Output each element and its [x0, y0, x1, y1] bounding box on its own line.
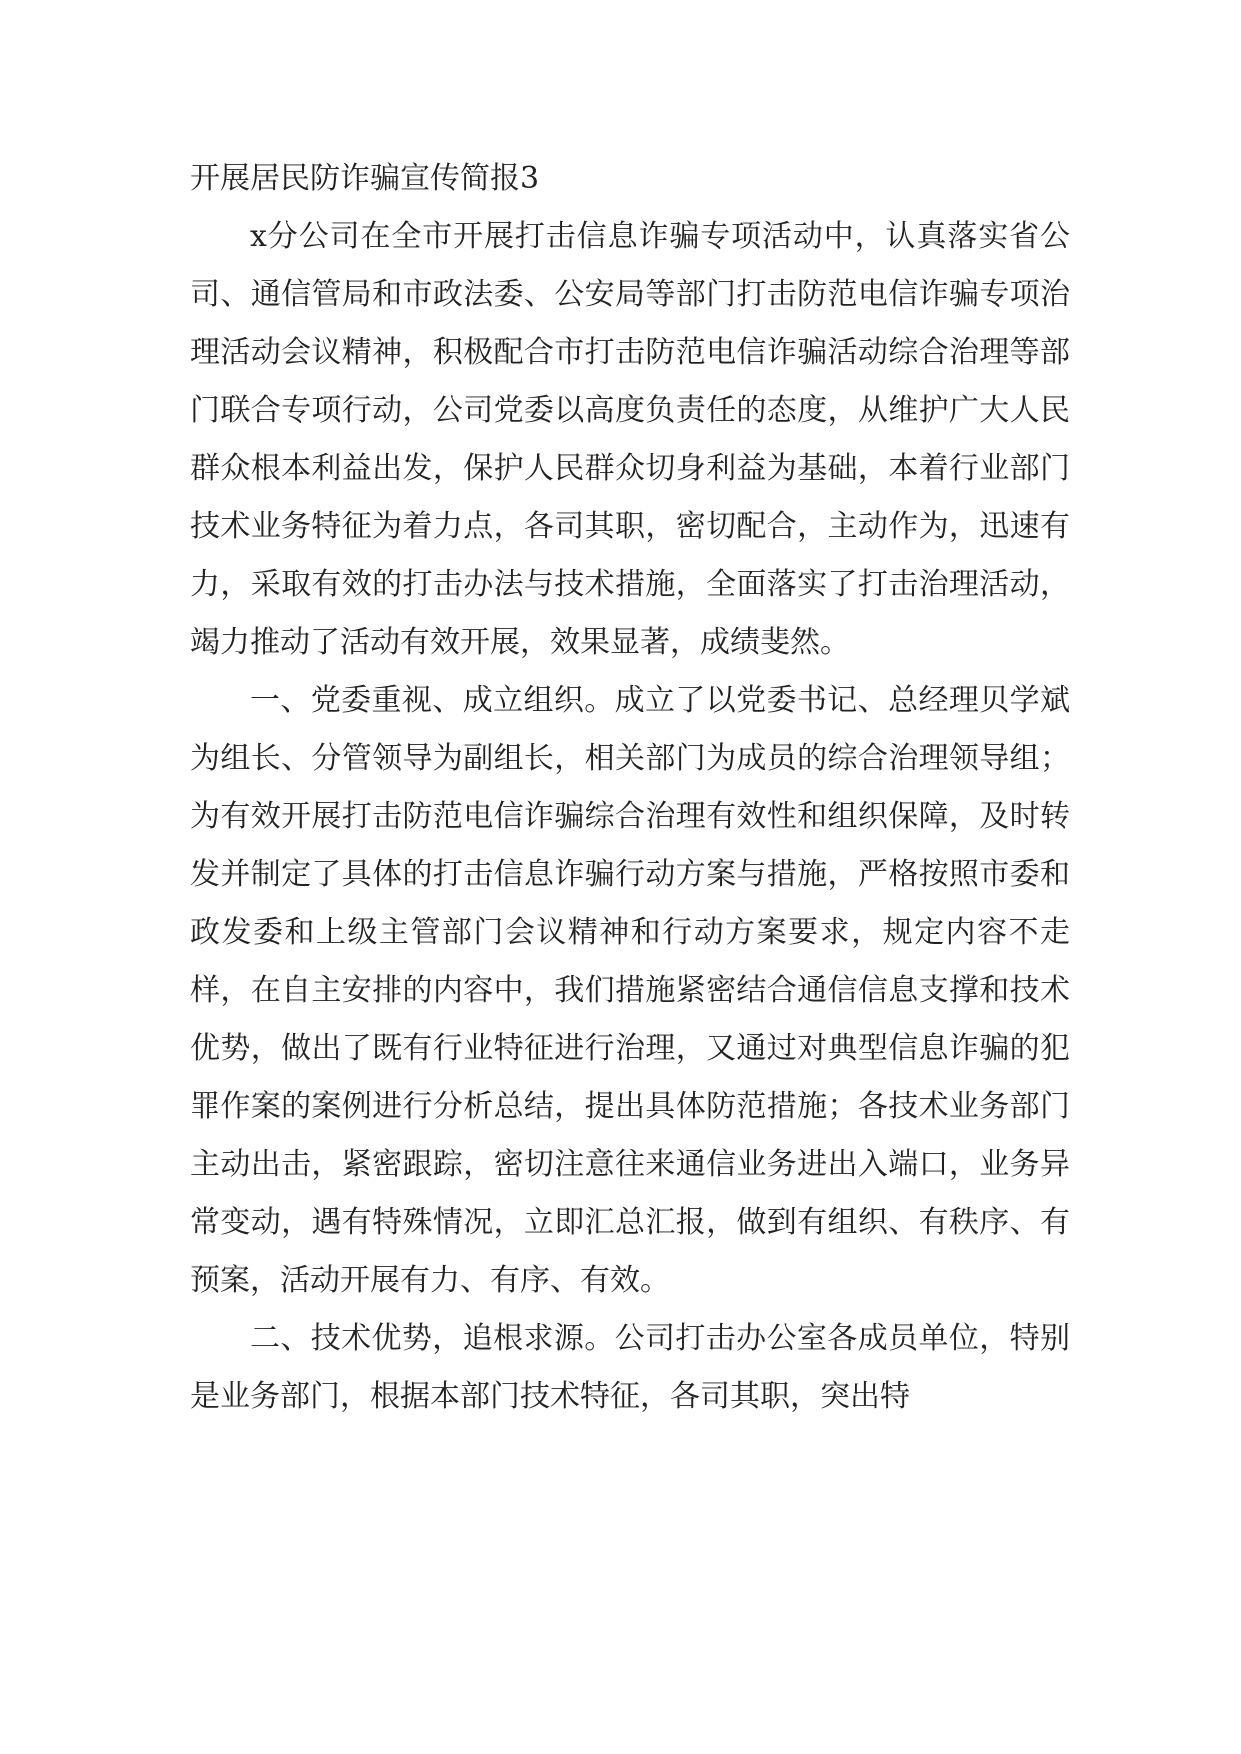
- paragraph-section-two: 二、技术优势，追根求源。公司打击办公室各成员单位，特别是业务部门，根据本部门技术特征，各司其职，突出特: [190, 1321, 1070, 1414]
- document-title: 开展居民防诈骗宣传简报3: [190, 161, 540, 196]
- document-body: [190, 150, 1070, 1426]
- paragraph-intro: x分公司在全市开展打击信息诈骗专项活动中，认真落实省公司、通信管局和市政法委、公安局等部门打击防范电信诈骗专项治理活动会议精神，积极配合市打击防范电信诈骗活动综合治理等部门联合专项行动，公司党委以高度负责任的态度，从维护广大人民群众根本利益出发，保护人民群众切身利益为基础，本着行业部门技术业务特征为着力点，各司其职，密切配合，主动作为，迅速有力，采取有效的打击办法与技术措施，全面落实了打击治理活动，竭力推动了活动有效开展，效果显著，成绩斐然。: [190, 219, 1070, 660]
- paragraph-section-one: 一、党委重视、成立组织。成立了以党委书记、总经理贝学斌为组长、分管领导为副组长，相关部门为成员的综合治理领导组；为有效开展打击防范电信诈骗综合治理有效性和组织保障，及时转发并制定了具体的打击信息诈骗行动方案与措施，严格按照市委和政发委和上级主管部门会议精神和行动方案要求，规定内容不走样，在自主安排的内容中，我们措施紧密结合通信信息支撑和技术优势，做出了既有行业特征进行治理，又通过对典型信息诈骗的犯罪作案的案例进行分析总结，提出具体防范措施；各技术业务部门主动出击，紧密跟踪，密切注意往来通信业务进出入端口，业务异常变动，遇有特殊情况，立即汇总汇报，做到有组织、有秩序、有预案，活动开展有力、有序、有效。: [190, 683, 1070, 1298]
